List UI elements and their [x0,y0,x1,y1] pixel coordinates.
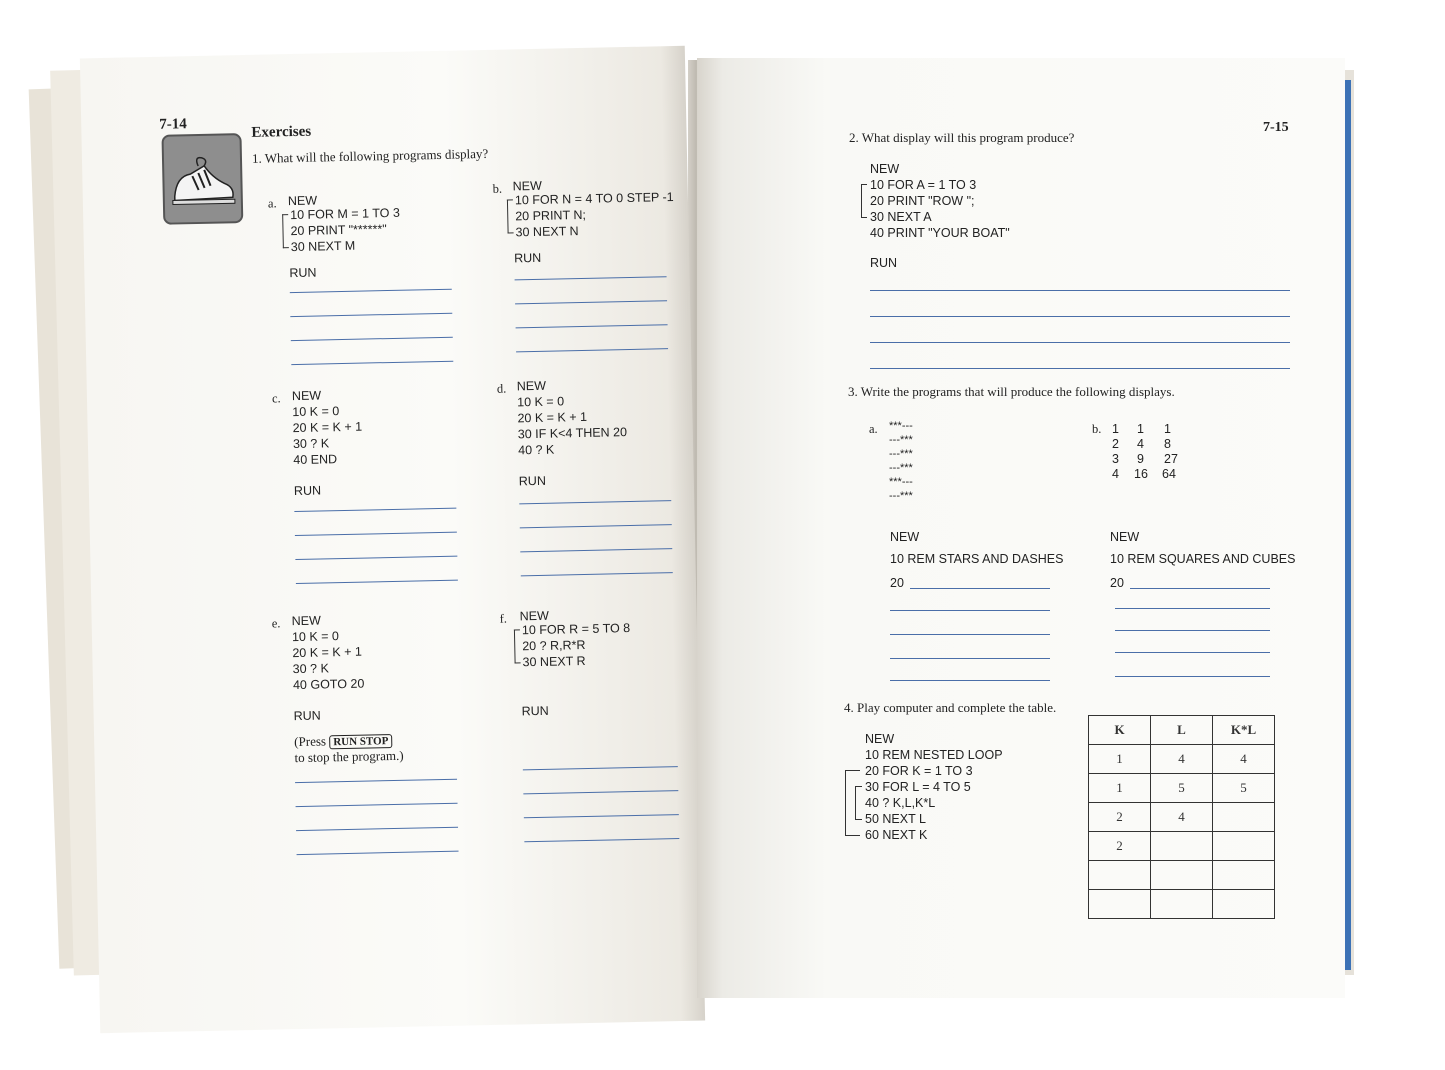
table-cell [1213,832,1275,861]
answer-line [515,300,667,304]
program-line: NEW [512,178,542,194]
loop-bracket [507,199,514,233]
program-line: 10 FOR M = 1 TO 3 [290,205,400,223]
program-line: 10 FOR N = 4 TO 0 STEP -1 [514,190,674,208]
program-label: c. [271,391,281,406]
press-note-before: (Press [294,733,327,750]
question-3: 3. Write the programs that will produce the following displays. [848,384,1175,399]
answer-line [890,634,1050,635]
header-k: K [1089,716,1151,745]
answer-line [520,524,672,528]
table-cell [1151,861,1213,890]
display-cell: 27 [1164,452,1178,466]
table-cell: 4 [1151,745,1213,774]
answer-line [890,610,1050,611]
right-page [697,58,1345,998]
answer-line [870,290,1290,291]
answer-line [910,588,1050,589]
answer-line [290,313,452,317]
display-cell: 1 [1137,422,1144,436]
answer-line [296,827,458,831]
answer-line [519,500,671,504]
run-label: RUN [870,256,898,270]
program-line: 10 K = 0 [291,629,340,645]
program-line: 30 NEXT N [515,224,579,240]
display-cell: 8 [1164,437,1171,451]
answer-line [515,276,667,280]
answer-line [1115,652,1270,653]
program-line: 30 FOR L = 4 TO 5 [865,780,971,794]
answer-line [1130,588,1270,589]
display-row: ---*** [889,434,913,446]
table-cell [1089,890,1151,919]
table-cell: 5 [1213,774,1275,803]
program-line: 10 REM SQUARES AND CUBES [1110,552,1296,566]
answer-line [297,851,459,855]
answer-line [521,572,673,576]
display-row: ---*** [889,490,913,502]
program-line: 20 PRINT "******" [290,222,387,239]
program-line: NEW [287,193,318,209]
program-line: NEW [291,613,321,629]
program-line: 20 K = K + 1 [292,419,363,436]
program-line: 40 ? K,L,K*L [865,796,936,810]
program-line: 30 IF K<4 THEN 20 [517,425,628,442]
answer-line [524,814,679,818]
answer-line [523,766,678,770]
question-1: 1. What will the following programs display? [251,145,489,166]
display-cell: 1 [1112,422,1119,436]
display-row: ---*** [889,448,913,460]
table-cell: 5 [1151,774,1213,803]
answer-line [296,580,458,584]
program-line: 30 NEXT R [522,653,586,670]
program-line: 30 ? K [292,661,329,677]
answer-line [524,838,679,842]
program-label: d. [496,381,507,396]
run-label: RUN [293,483,322,499]
program-line: 50 NEXT L [865,812,926,826]
display-cell: 9 [1137,452,1144,466]
program-line: 30 NEXT A [870,210,932,224]
table-cell: 1 [1089,774,1151,803]
program-line: 20 [890,576,904,590]
program-line: 40 GOTO 20 [292,676,365,693]
answer-line [291,337,453,341]
left-page [80,46,705,1033]
blue-cover-edge [1344,80,1351,970]
display-cell: 1 [1164,422,1171,436]
program-line: 30 ? K [292,436,330,452]
program-line: 20 FOR K = 1 TO 3 [865,764,973,778]
program-line: 10 REM STARS AND DASHES [890,552,1064,566]
program-line: 20 PRINT N; [515,207,587,224]
display-label: b. [1092,422,1102,436]
program-line: 20 PRINT "ROW "; [870,194,975,208]
program-label: e. [271,616,281,631]
program-line: 40 END [293,452,338,468]
answer-line [1115,630,1270,631]
program-line: 10 FOR A = 1 TO 3 [870,178,977,192]
program-line: 10 REM NESTED LOOP [865,748,1003,762]
kl-table [1088,715,1275,919]
answer-line [296,803,458,807]
answer-line [295,532,457,536]
answer-line [291,361,453,365]
answer-line [295,556,457,560]
run-label: RUN [293,708,321,724]
answer-line [516,348,668,352]
table-cell [1213,861,1275,890]
answer-line [295,779,457,783]
program-line: NEW [865,732,895,746]
program-label: a. [267,196,277,211]
answer-line [516,324,668,328]
program-line: NEW [519,608,549,624]
question-4: 4. Play computer and complete the table. [844,700,1057,715]
table-cell: 1 [1089,745,1151,774]
program-line: NEW [870,162,900,176]
table-header-row [1089,716,1275,745]
program-line: 20 K = K + 1 [517,409,588,426]
sneaker-icon [161,133,243,225]
answer-line [870,316,1290,317]
answer-line [520,548,672,552]
program-line: 10 K = 0 [292,404,340,420]
program-label: f. [499,611,508,626]
display-cell: 4 [1112,467,1119,481]
program-line: 30 NEXT M [290,238,356,255]
display-cell: 64 [1162,467,1176,481]
answer-line [523,790,678,794]
table-row [1089,803,1275,832]
run-label: RUN [518,473,547,489]
program-line: 40 ? K [518,442,555,458]
answer-line [870,368,1290,369]
table-cell: 4 [1213,745,1275,774]
program-line: 10 K = 0 [517,394,565,410]
table-cell [1089,861,1151,890]
run-label: RUN [289,265,317,281]
loop-bracket [282,214,289,248]
table-row [1089,832,1275,861]
run-stop-key: RUN STOP [329,734,392,749]
program-line: NEW [890,530,920,544]
display-row: ***--- [889,476,913,488]
answer-line [890,680,1050,681]
page-number: 7-14 [159,116,187,133]
answer-line [1115,608,1270,609]
table-row [1089,890,1275,919]
press-note-after: to stop the program.) [294,747,404,766]
table-row [1089,745,1275,774]
table-cell [1213,890,1275,919]
program-line: NEW [291,388,322,404]
display-cell: 4 [1137,437,1144,451]
display-cell: 2 [1112,437,1119,451]
answer-line [1115,676,1270,677]
page-number: 7-15 [1263,120,1289,135]
answer-line [870,342,1290,343]
display-cell: 3 [1112,452,1119,466]
program-line: 60 NEXT K [865,828,928,842]
question-2: 2. What display will this program produce? [849,130,1075,145]
table-row [1089,861,1275,890]
loop-bracket [514,629,521,663]
answer-line [290,289,452,293]
program-line: 20 [1110,576,1124,590]
run-label: RUN [513,250,542,266]
program-line: 40 PRINT "YOUR BOAT" [870,226,1010,240]
answer-line [294,508,456,512]
display-cell: 16 [1134,467,1148,481]
table-row [1089,774,1275,803]
header-kl: K*L [1213,716,1275,745]
program-line: NEW [1110,530,1140,544]
program-line: 20 ? R,R*R [522,637,586,654]
display-row: ***--- [889,420,913,432]
header-l: L [1151,716,1213,745]
program-line: 10 FOR R = 5 TO 8 [521,621,631,638]
table-cell: 2 [1089,832,1151,861]
table-cell: 2 [1089,803,1151,832]
display-label: a. [869,422,878,436]
program-line: 20 K = K + 1 [292,644,362,661]
table-cell [1151,890,1213,919]
table-cell [1151,832,1213,861]
answer-line [890,658,1050,659]
table-cell: 4 [1151,803,1213,832]
display-row: ---*** [889,462,913,474]
program-label: b. [492,181,503,196]
exercises-heading: Exercises [251,123,312,141]
loop-bracket [861,184,867,218]
run-label: RUN [521,703,549,719]
table-cell [1213,803,1275,832]
program-line: NEW [516,378,547,394]
inner-loop-bracket [855,786,862,820]
